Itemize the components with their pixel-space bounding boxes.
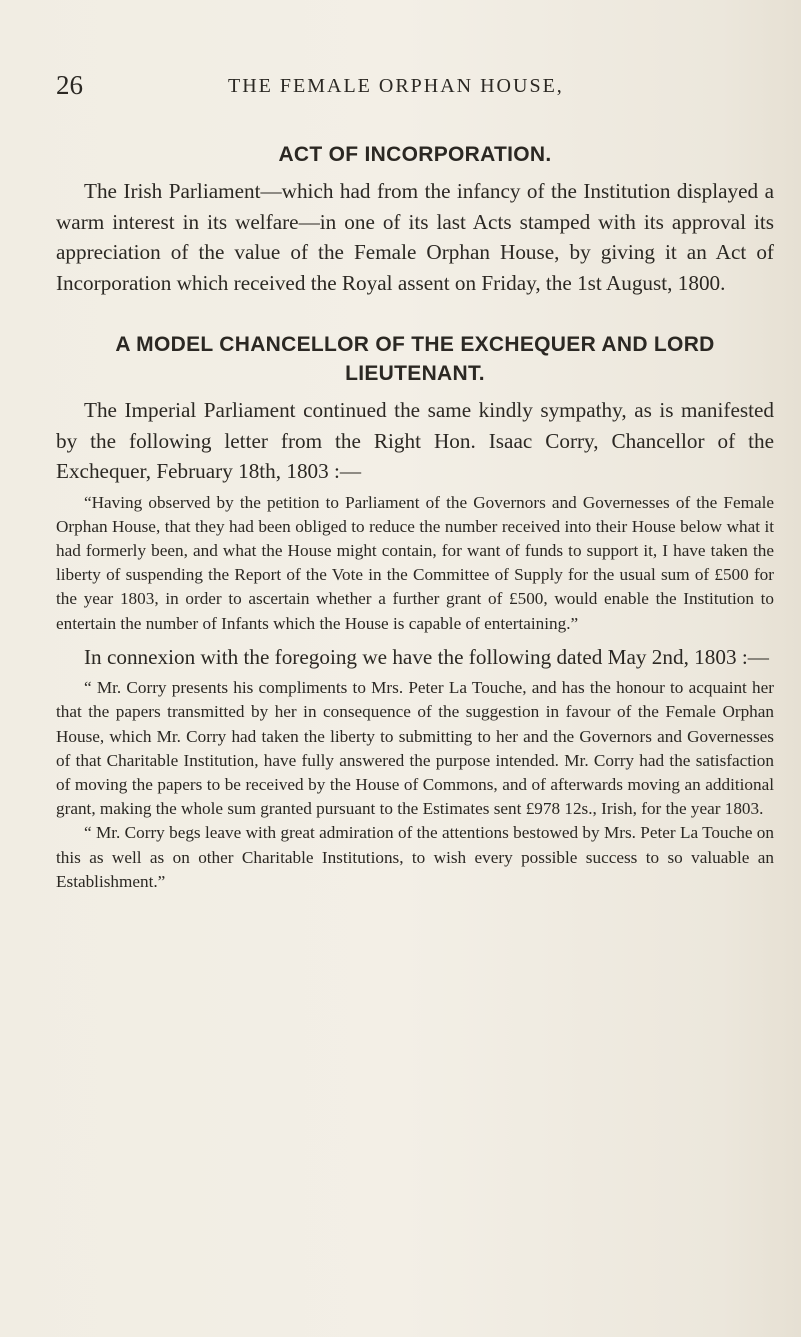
letter-corry-closing: “ Mr. Corry begs leave with great admiration of the attentions bestowed by Mrs. Peter La Touche on this as well as on other Charitable Institutions, to wish every possible success to so valuable an Establishment.” bbox=[56, 823, 774, 891]
letter-corry-1803-may: “ Mr. Corry presents his compliments to Mrs. Peter La Touche, and has the honour to acquaint her that the papers transmitted by her in consequence of the suggestion in favour of the Female Orphan House, which Mr. Corry had taken the liberty to submitting to her and the Governors and Governesses of that Charitable Institution, have fully answered the purpose intended. Mr. Corry had the satisfaction of moving the papers to be received by the House of Commons, and of afterwards moving an additional grant, making the whole sum granted pursuant to the Estimates sent £978 12s., Irish, for the year 1803. bbox=[56, 678, 774, 819]
section-heading-act: ACT OF INCORPORATION. bbox=[278, 143, 552, 166]
page-body bbox=[56, 140, 774, 894]
page-header bbox=[56, 70, 756, 110]
section-heading-model-chancellor: A MODEL CHANCELLOR OF THE EXCHEQUER AND LORD LIEUTENANT. bbox=[115, 333, 715, 385]
letter-corry-1803-feb: “Having observed by the petition to Parliament of the Governors and Governesses of the Female Orphan House, that they had been obliged to reduce the number received into their House below what it had formerly been, and what the House might contain, for want of funds to support it, I have taken the liberty of suspending the Report of the Vote in the Committee of Supply for the usual sum of £500 for the year 1803, in order to ascertain whether a further grant of £500, would enable the Institution to entertain the number of Infants which the House is capable of entertaining.” bbox=[56, 492, 774, 633]
model-intro-paragraph: The Imperial Parliament continued the same kindly sympathy, as is manifested by the following letter from the Right Hon. Isaac Corry, Chancellor of the Exchequer, February 18th, 1803 :— bbox=[56, 398, 774, 483]
page-number: 26 bbox=[56, 70, 83, 100]
connexion-paragraph: In connexion with the foregoing we have the following dated May 2nd, 1803 :— bbox=[84, 644, 769, 669]
act-paragraph: The Irish Parliament—which had from the infancy of the Institution displayed a warm interest in its welfare—in one of its last Acts stamped with its approval its appreciation of the value of the Female Orphan House, by giving it an Act of Incorporation which received the Royal assent on Friday, the 1st August, 1800. bbox=[56, 179, 774, 295]
running-title: THE FEMALE ORPHAN HOUSE, bbox=[228, 75, 564, 97]
